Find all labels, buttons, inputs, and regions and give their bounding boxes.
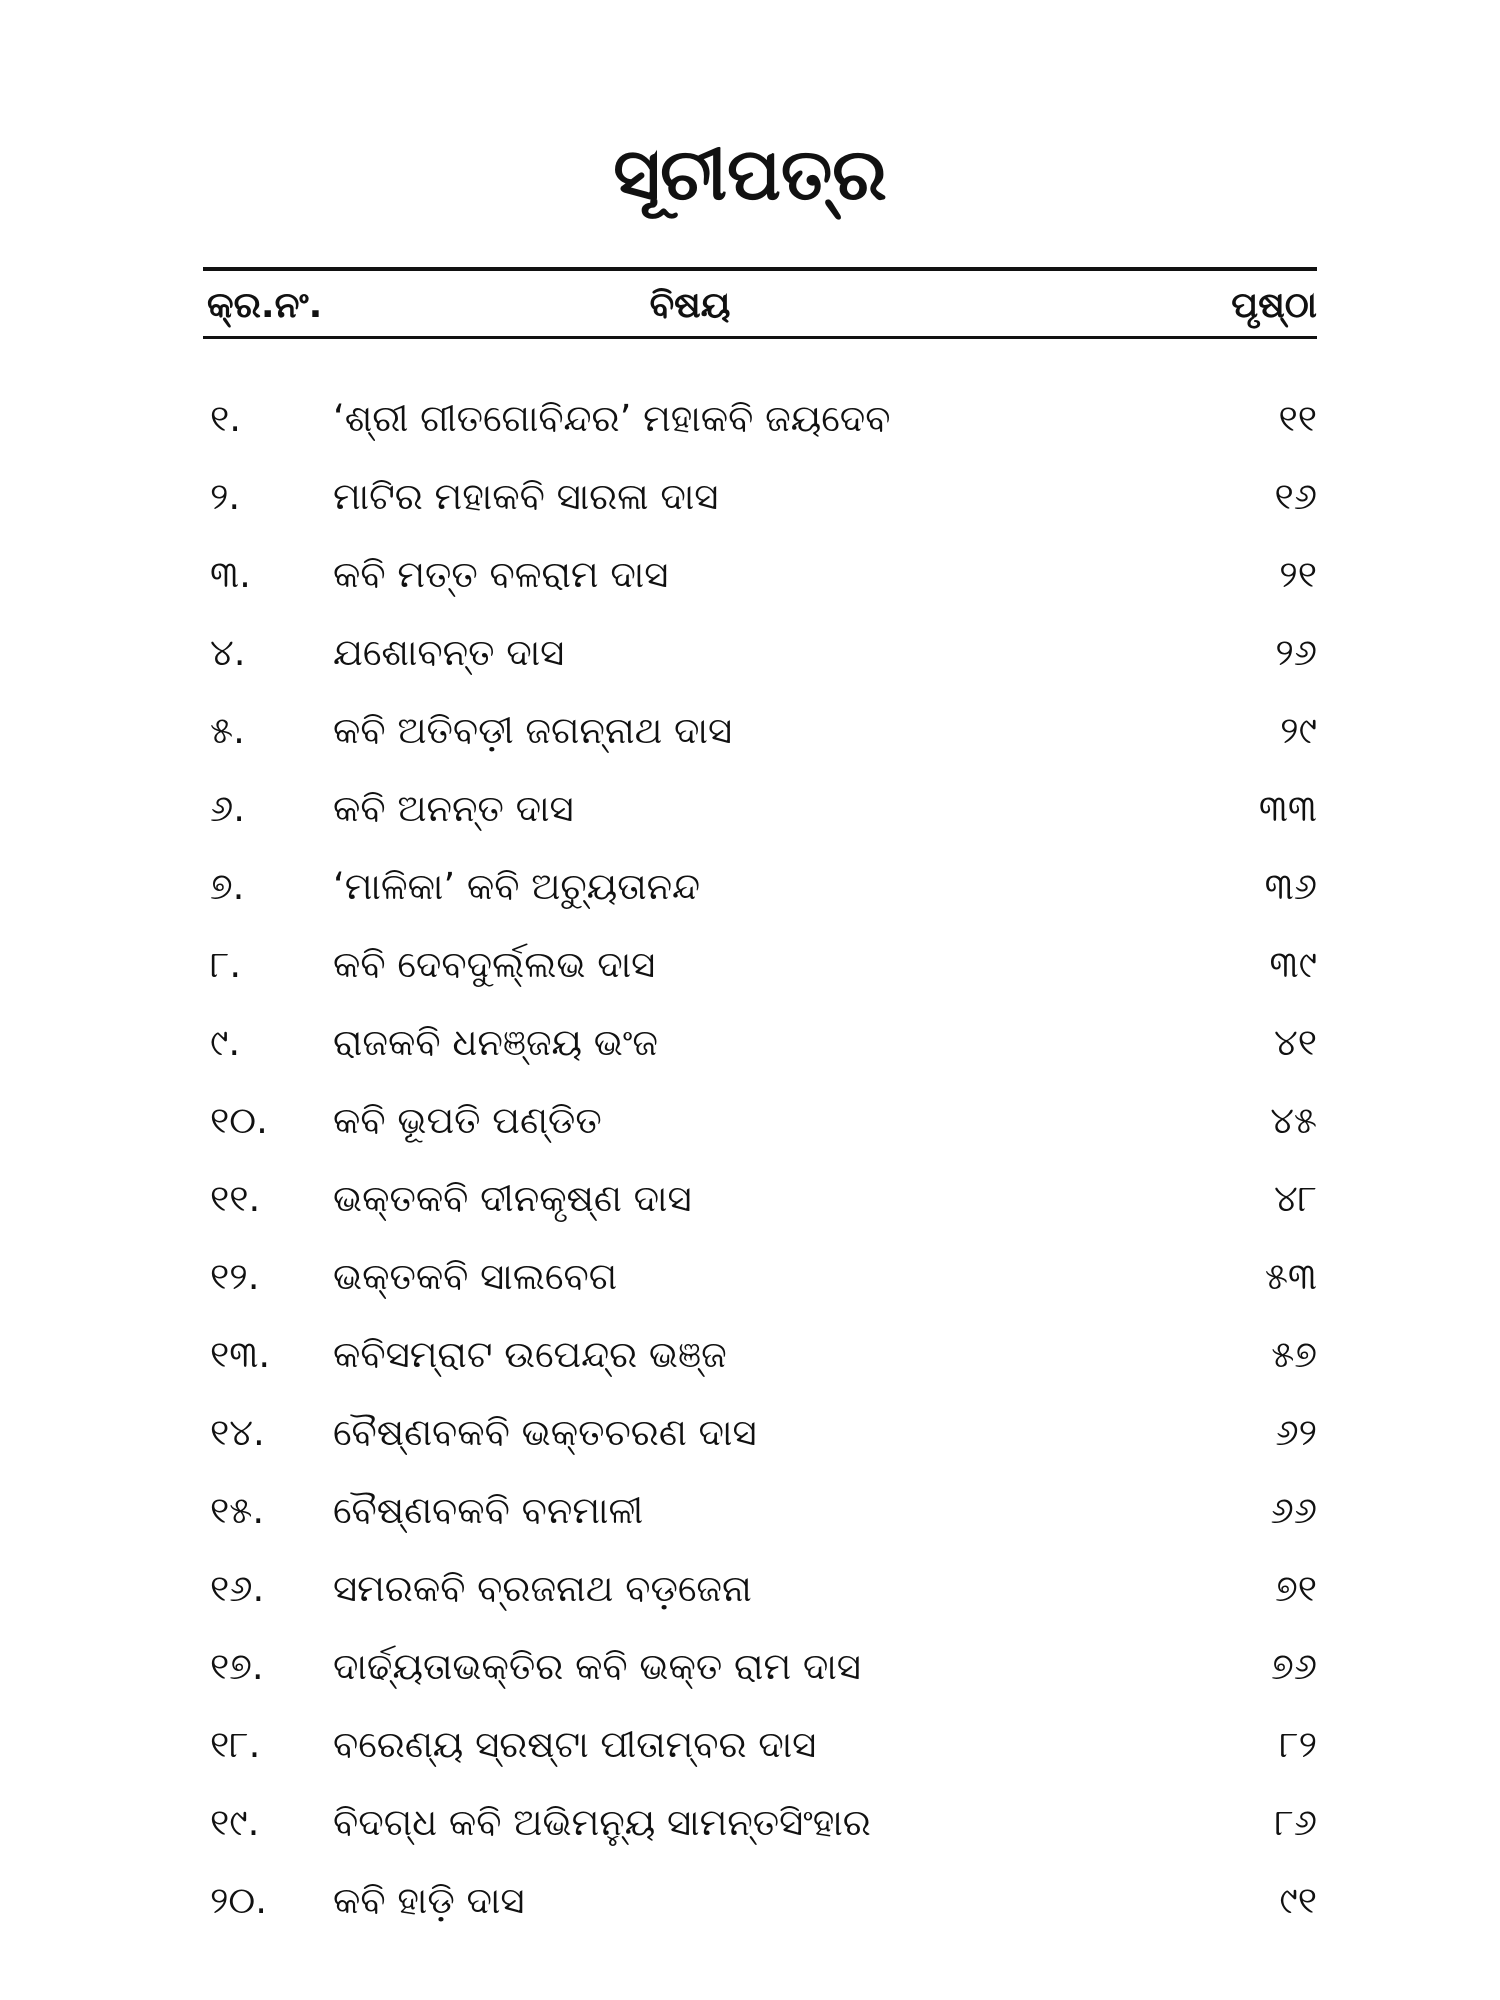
entry-page-number: ୩୬ (1264, 865, 1317, 908)
toc-entry (0, 1483, 1500, 1561)
entry-serial: ୧୯. (210, 1801, 260, 1844)
toc-entry (0, 1015, 1500, 1093)
entry-page-number: ୨୯ (1280, 709, 1317, 752)
entry-title: ଭକ୍ତକବି ସାଲବେଗ (333, 1255, 618, 1298)
toc-entry (0, 937, 1500, 1015)
entry-serial: ୧. (210, 397, 242, 440)
entry-title: କବି ଅତିବଡ଼ୀ ଜଗନ୍ନାଥ ଦାସ (333, 709, 733, 752)
entry-page-number: ୯୧ (1279, 1879, 1317, 1922)
entry-serial: ୮. (210, 943, 242, 986)
toc-entry (0, 1249, 1500, 1327)
entry-title: ବୈଷ୍ଣବକବି ବନମାଳୀ (333, 1489, 644, 1532)
toc-entry (0, 1093, 1500, 1171)
toc-list (0, 391, 1500, 1951)
entry-title: କବି ହାଡ଼ି ଦାସ (333, 1879, 525, 1922)
entry-serial: ୧୬. (210, 1567, 265, 1610)
toc-entry (0, 1873, 1500, 1951)
toc-entry (0, 625, 1500, 703)
entry-page-number: ୮୬ (1274, 1801, 1317, 1844)
entry-page-number: ୬୬ (1270, 1489, 1317, 1532)
entry-page-number: ୫୩ (1264, 1255, 1317, 1298)
entry-serial: ୧୩. (210, 1333, 271, 1376)
entry-title: ବରେଣ୍ୟ ସ୍ରଷ୍ଟା ପୀତାମ୍ବର ଦାସ (333, 1723, 817, 1766)
entry-title: ‘ମାଳିକା’ କବି ଅଚ୍ୟୁତାନନ୍ଦ (333, 865, 701, 908)
toc-entry (0, 781, 1500, 859)
entry-page-number: ୬୨ (1275, 1411, 1317, 1454)
entry-page-number: ୧୬ (1274, 475, 1317, 518)
entry-serial: ୧୧. (210, 1177, 261, 1220)
table-header (0, 282, 1500, 330)
entry-title: ‘ଶ୍ରୀ ଗୀତଗୋବିନ୍ଦର’ ମହାକବି ଜୟଦେବ (333, 397, 891, 440)
entry-serial: ୧୨. (210, 1255, 260, 1298)
entry-serial: ୩. (210, 553, 251, 596)
toc-entry (0, 1795, 1500, 1873)
entry-serial: ୧୫. (210, 1489, 265, 1532)
entry-title: କବି ଅନନ୍ତ ଦାସ (333, 787, 574, 830)
toc-entry (0, 1171, 1500, 1249)
entry-title: କବି ଦେବଦୁର୍ଲ୍ଲଭ ଦାସ (333, 943, 656, 986)
entry-title: ଭକ୍ତକବି ଦୀନକୃଷ୍ଣ ଦାସ (333, 1177, 692, 1220)
entry-serial: ୨. (210, 475, 241, 518)
entry-title: ଯଶୋବନ୍ତ ଦାସ (333, 631, 565, 674)
entry-title: ବିଦଗ୍ଧ କବି ଅଭିମନ୍ୟୁ ସାମନ୍ତସିଂହାର (333, 1801, 871, 1844)
entry-page-number: ୪୫ (1270, 1099, 1317, 1142)
toc-entry (0, 469, 1500, 547)
toc-entry (0, 1717, 1500, 1795)
entry-page-number: ୭୧ (1275, 1567, 1317, 1610)
toc-entry (0, 1327, 1500, 1405)
header-top-rule (203, 267, 1317, 271)
toc-entry (0, 1639, 1500, 1717)
toc-entry (0, 547, 1500, 625)
entry-serial: ୧୦. (210, 1099, 268, 1142)
entry-page-number: ୮୨ (1279, 1723, 1317, 1766)
entry-title: କବି ଭୂପତି ପଣ୍ଡିତ (333, 1099, 602, 1142)
entry-serial: ୧୮. (210, 1723, 261, 1766)
entry-title: କବି ମତ୍ତ ବଳରାମ ଦାସ (333, 553, 669, 596)
entry-page-number: ୭୬ (1271, 1645, 1317, 1688)
entry-title: ବୈଷ୍ଣବକବି ଭକ୍ତଚରଣ ଦାସ (333, 1411, 757, 1454)
entry-page-number: ୨୬ (1275, 631, 1317, 674)
entry-page-number: ୧୧ (1278, 397, 1317, 440)
entry-page-number: ୪୮ (1273, 1177, 1317, 1220)
header-bottom-rule (203, 336, 1317, 339)
entry-serial: ୪. (210, 631, 246, 674)
header-serial-number: କ୍ର.ନଂ. (207, 285, 323, 326)
entry-page-number: ୫୭ (1271, 1333, 1317, 1376)
header-page: ପୃଷ୍ଠା (1231, 285, 1317, 326)
page-title: ସୂଚୀପତ୍ର (613, 132, 887, 216)
toc-entry (0, 391, 1500, 469)
entry-page-number: ୩୯ (1269, 943, 1317, 986)
entry-title: ସମରକବି ବ୍ରଜନାଥ ବଡ଼ଜେନା (333, 1567, 752, 1610)
entry-serial: ୬. (210, 787, 245, 830)
entry-serial: ୧୭. (210, 1645, 264, 1688)
entry-title: ଦାର୍ଢ୍ୟତାଭକ୍ତିର କବି ଭକ୍ତ ରାମ ଦାସ (333, 1645, 861, 1688)
entry-title: ରାଜକବି ଧନଞ୍ଜୟ ଭଂଜ (333, 1021, 658, 1064)
entry-serial: ୭. (210, 865, 245, 908)
entry-serial: ୫. (210, 709, 245, 752)
entry-page-number: ୨୧ (1279, 553, 1317, 596)
entry-serial: ୧୪. (210, 1411, 265, 1454)
toc-entry (0, 1561, 1500, 1639)
entry-serial: ୨୦. (210, 1879, 267, 1922)
header-subject: ବିଷୟ (649, 285, 731, 326)
toc-entry (0, 703, 1500, 781)
entry-serial: ୯. (210, 1021, 241, 1064)
toc-entry (0, 1405, 1500, 1483)
entry-page-number: ୩୩ (1258, 787, 1317, 830)
entry-title: ମାଟିର ମହାକବି ସାରଳା ଦାସ (333, 475, 719, 518)
toc-entry (0, 859, 1500, 937)
entry-page-number: ୪୧ (1274, 1021, 1317, 1064)
entry-title: କବିସମ୍ରାଟ ଉପେନ୍ଦ୍ର ଭଞ୍ଜ (333, 1333, 727, 1376)
